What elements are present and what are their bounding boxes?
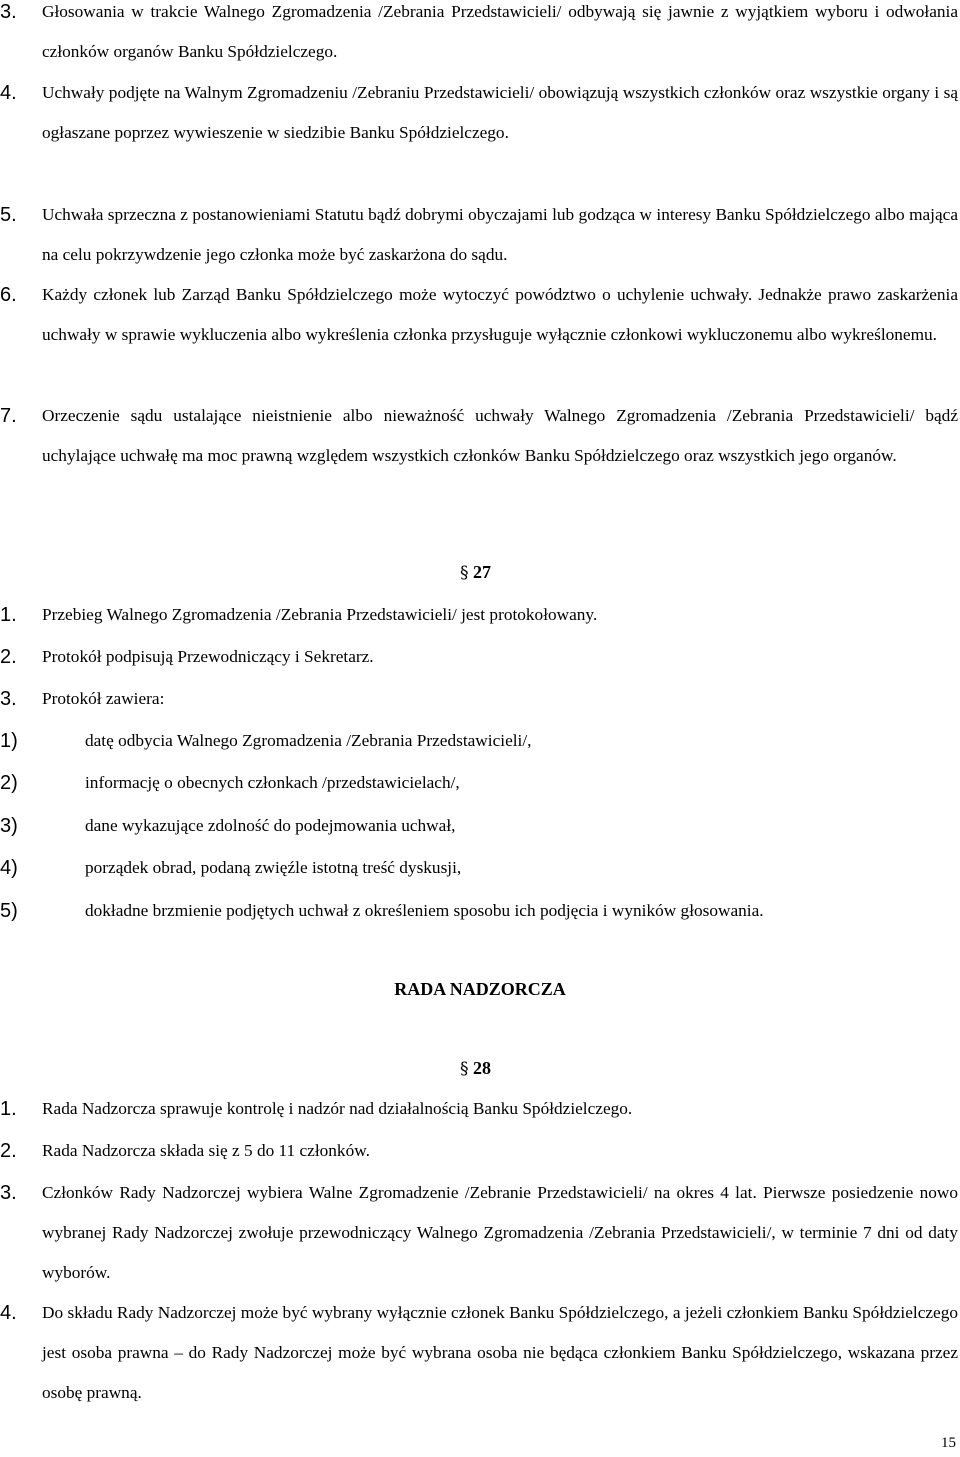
list-item — [0, 1293, 960, 1413]
item-number: 2. — [0, 646, 17, 668]
section-sign: § — [460, 1059, 469, 1079]
section-heading-28 — [460, 1054, 491, 1083]
item-number: 3) — [0, 815, 18, 837]
item-text: Do składu Rady Nadzorczej może być wybrany wyłącznie członek Banku Spółdzielczego, a jeżeli członkiem Banku Spółdzielczego jest osoba prawna – do Rady Nadzorczej może być wybrana osoba nie będąca członkiem Banku Spółdzielczego, wskazana przez osobę prawną. — [42, 1303, 958, 1402]
item-text: porządek obrad, podaną zwięźle istotną treść dyskusji, — [85, 858, 462, 877]
page-number: 15 — [941, 1435, 956, 1451]
item-number: 3. — [0, 1, 17, 23]
chapter-heading: RADA NADZORCZA — [394, 979, 566, 999]
list-item — [0, 73, 960, 153]
item-number: 6. — [0, 284, 17, 306]
item-number: 3. — [0, 688, 17, 710]
item-text: Uchwały podjęte na Walnym Zgromadzeniu /Zebraniu Przedstawicieli/ obowiązują wszystkich członków oraz wszystkie organy i są ogłaszane poprzez wywieszenie w siedzibie Banku Spółdzielczego. — [42, 83, 958, 142]
item-text: datę odbycia Walnego Zgromadzenia /Zebrania Przedstawicieli/, — [85, 731, 532, 750]
list-item — [0, 1089, 960, 1129]
item-number: 2) — [0, 772, 18, 794]
item-number: 1. — [0, 604, 17, 626]
item-text: Przebieg Walnego Zgromadzenia /Zebrania Przedstawicieli/ jest protokołowany. — [42, 605, 598, 624]
item-text: Uchwała sprzeczna z postanowieniami Statutu bądź dobrymi obyczajami lub godząca w interesy Banku Spółdzielczego albo mająca na celu pokrzywdzenie jego członka może być zaskarżona do sądu. — [42, 205, 958, 264]
item-number: 3. — [0, 1182, 17, 1204]
item-text: Członków Rady Nadzorczej wybiera Walne Zgromadzenie /Zebranie Przedstawicieli/ na okres 4 lat. Pierwsze posiedzenie nowo wybranej Rady Nadzorczej zwołuje przewodniczący Walnego Zgromadzenia /Zebrania Przedstawicieli/, w terminie 7 dni od daty wyborów. — [42, 1183, 958, 1282]
item-number: 2. — [0, 1140, 17, 1162]
item-text: informację o obecnych członkach /przedstawicielach/, — [85, 773, 460, 792]
sub-list-item — [0, 763, 960, 803]
sub-list-item — [0, 891, 960, 931]
section-number: 27 — [473, 562, 491, 582]
sub-list-item — [0, 806, 960, 846]
item-text: dane wykazujące zdolność do podejmowania uchwał, — [85, 816, 456, 835]
item-text: Rada Nadzorcza składa się z 5 do 11 członków. — [42, 1141, 370, 1160]
item-number: 7. — [0, 405, 17, 427]
list-item — [0, 1173, 960, 1293]
item-number: 5) — [0, 900, 18, 922]
section-sign: § — [460, 563, 469, 583]
list-item — [0, 595, 960, 635]
item-text: Protokół zawiera: — [42, 689, 165, 708]
item-text: Rada Nadzorcza sprawuje kontrolę i nadzór nad działalnością Banku Spółdzielczego. — [42, 1099, 633, 1118]
list-item — [0, 195, 960, 275]
list-item — [0, 1131, 960, 1171]
sub-list-item — [0, 721, 960, 761]
item-text: Każdy członek lub Zarząd Banku Spółdzielczego może wytoczyć powództwo o uchylenie uchwały. Jednakże prawo zaskarżenia uchwały w sprawie wykluczenia albo wykreślenia członka przysługuje wyłącznie członkowi wykluczonemu albo wykreślonemu. — [42, 285, 958, 344]
item-text: Głosowania w trakcie Walnego Zgromadzenia /Zebrania Przedstawicieli/ odbywają się jawnie z wyjątkiem wyboru i odwołania członków organów Banku Spółdzielczego. — [42, 2, 958, 61]
item-text: Protokół podpisują Przewodniczący i Sekretarz. — [42, 647, 374, 666]
sub-list-item — [0, 848, 960, 888]
section-heading-27 — [460, 558, 491, 587]
section-number: 28 — [473, 1058, 491, 1078]
item-number: 4. — [0, 1302, 17, 1324]
item-number: 5. — [0, 204, 17, 226]
list-item — [0, 275, 960, 355]
list-item — [0, 637, 960, 677]
list-item — [0, 679, 960, 719]
item-number: 4) — [0, 857, 18, 879]
item-number: 1. — [0, 1098, 17, 1120]
item-text: dokładne brzmienie podjętych uchwał z określeniem sposobu ich podjęcia i wyników głosowania. — [85, 901, 764, 920]
list-item — [0, 0, 960, 72]
item-number: 4. — [0, 82, 17, 104]
list-item — [0, 396, 960, 476]
item-text: Orzeczenie sądu ustalające nieistnienie albo nieważność uchwały Walnego Zgromadzenia /Zebrania Przedstawicieli/ bądź uchylające uchwałę ma moc prawną względem wszystkich członków Banku Spółdzielczego oraz wszystkich jego organów. — [42, 406, 958, 465]
item-number: 1) — [0, 730, 18, 752]
